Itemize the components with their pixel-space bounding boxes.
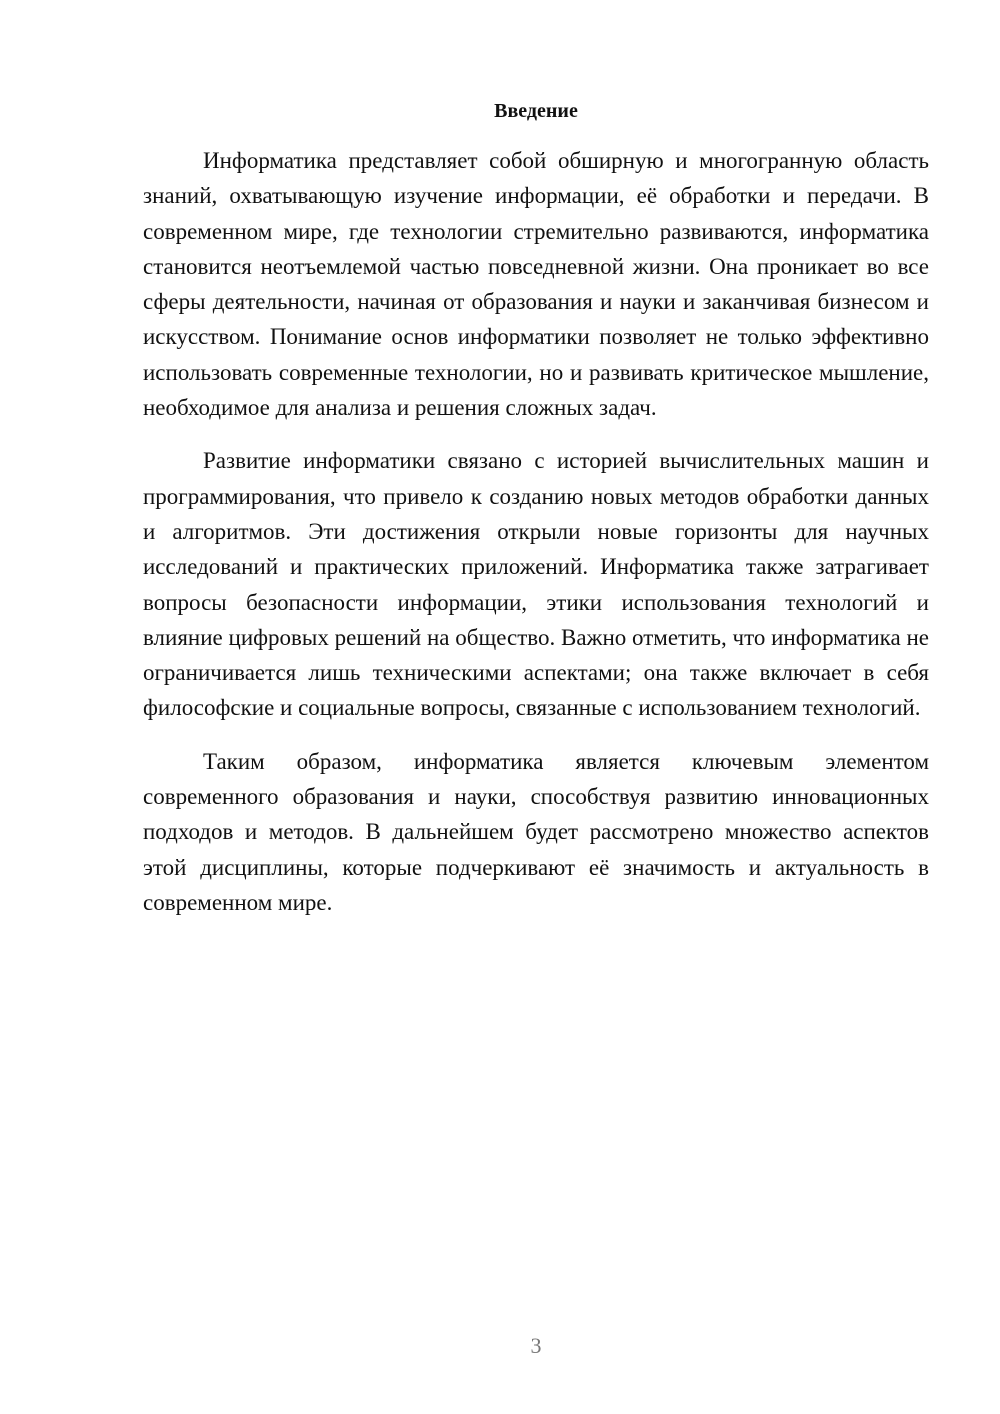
page-number: 3	[530, 1333, 542, 1358]
paragraph-2: Развитие информатики связано с историей вычислительных машин и программирования, что привело к созданию новых методов обработки данных и алгоритмов. Эти достижения открыли новые горизонты для научных исследований и практических приложений. Информатика также затрагивает вопросы безопасности информации, этики использования технологий и влияние цифровых решений на общество. Важно отметить, что информатика не ограничивается лишь техническими аспектами; она также включает в себя философские и социальные вопросы, связанные с использованием технологий.	[143, 448, 929, 721]
paragraph-3: Таким образом, информатика является ключевым элементом современного образования и науки, способствуя развитию инновационных подходов и методов. В дальнейшем будет рассмотрено множество аспектов этой дисциплины, которые подчеркивают её значимость и актуальность в современном мире.	[143, 748, 929, 915]
paragraph-1: Информатика представляет собой обширную и многогранную область знаний, охватывающую изучение информации, её обработки и передачи. В современном мире, где технологии стремительно развиваются, информатика становится неотъемлемой частью повседневной жизни. Она проникает во все сферы деятельности, начиная от образования и науки и заканчивая бизнесом и искусством. Понимание основ информатики позволяет не только эффективно использовать современные технологии, но и развивать критическое мышление, необходимое для анализа и решения сложных задач.	[143, 148, 929, 421]
section-heading: Введение	[494, 100, 578, 122]
body-text	[143, 143, 929, 938]
